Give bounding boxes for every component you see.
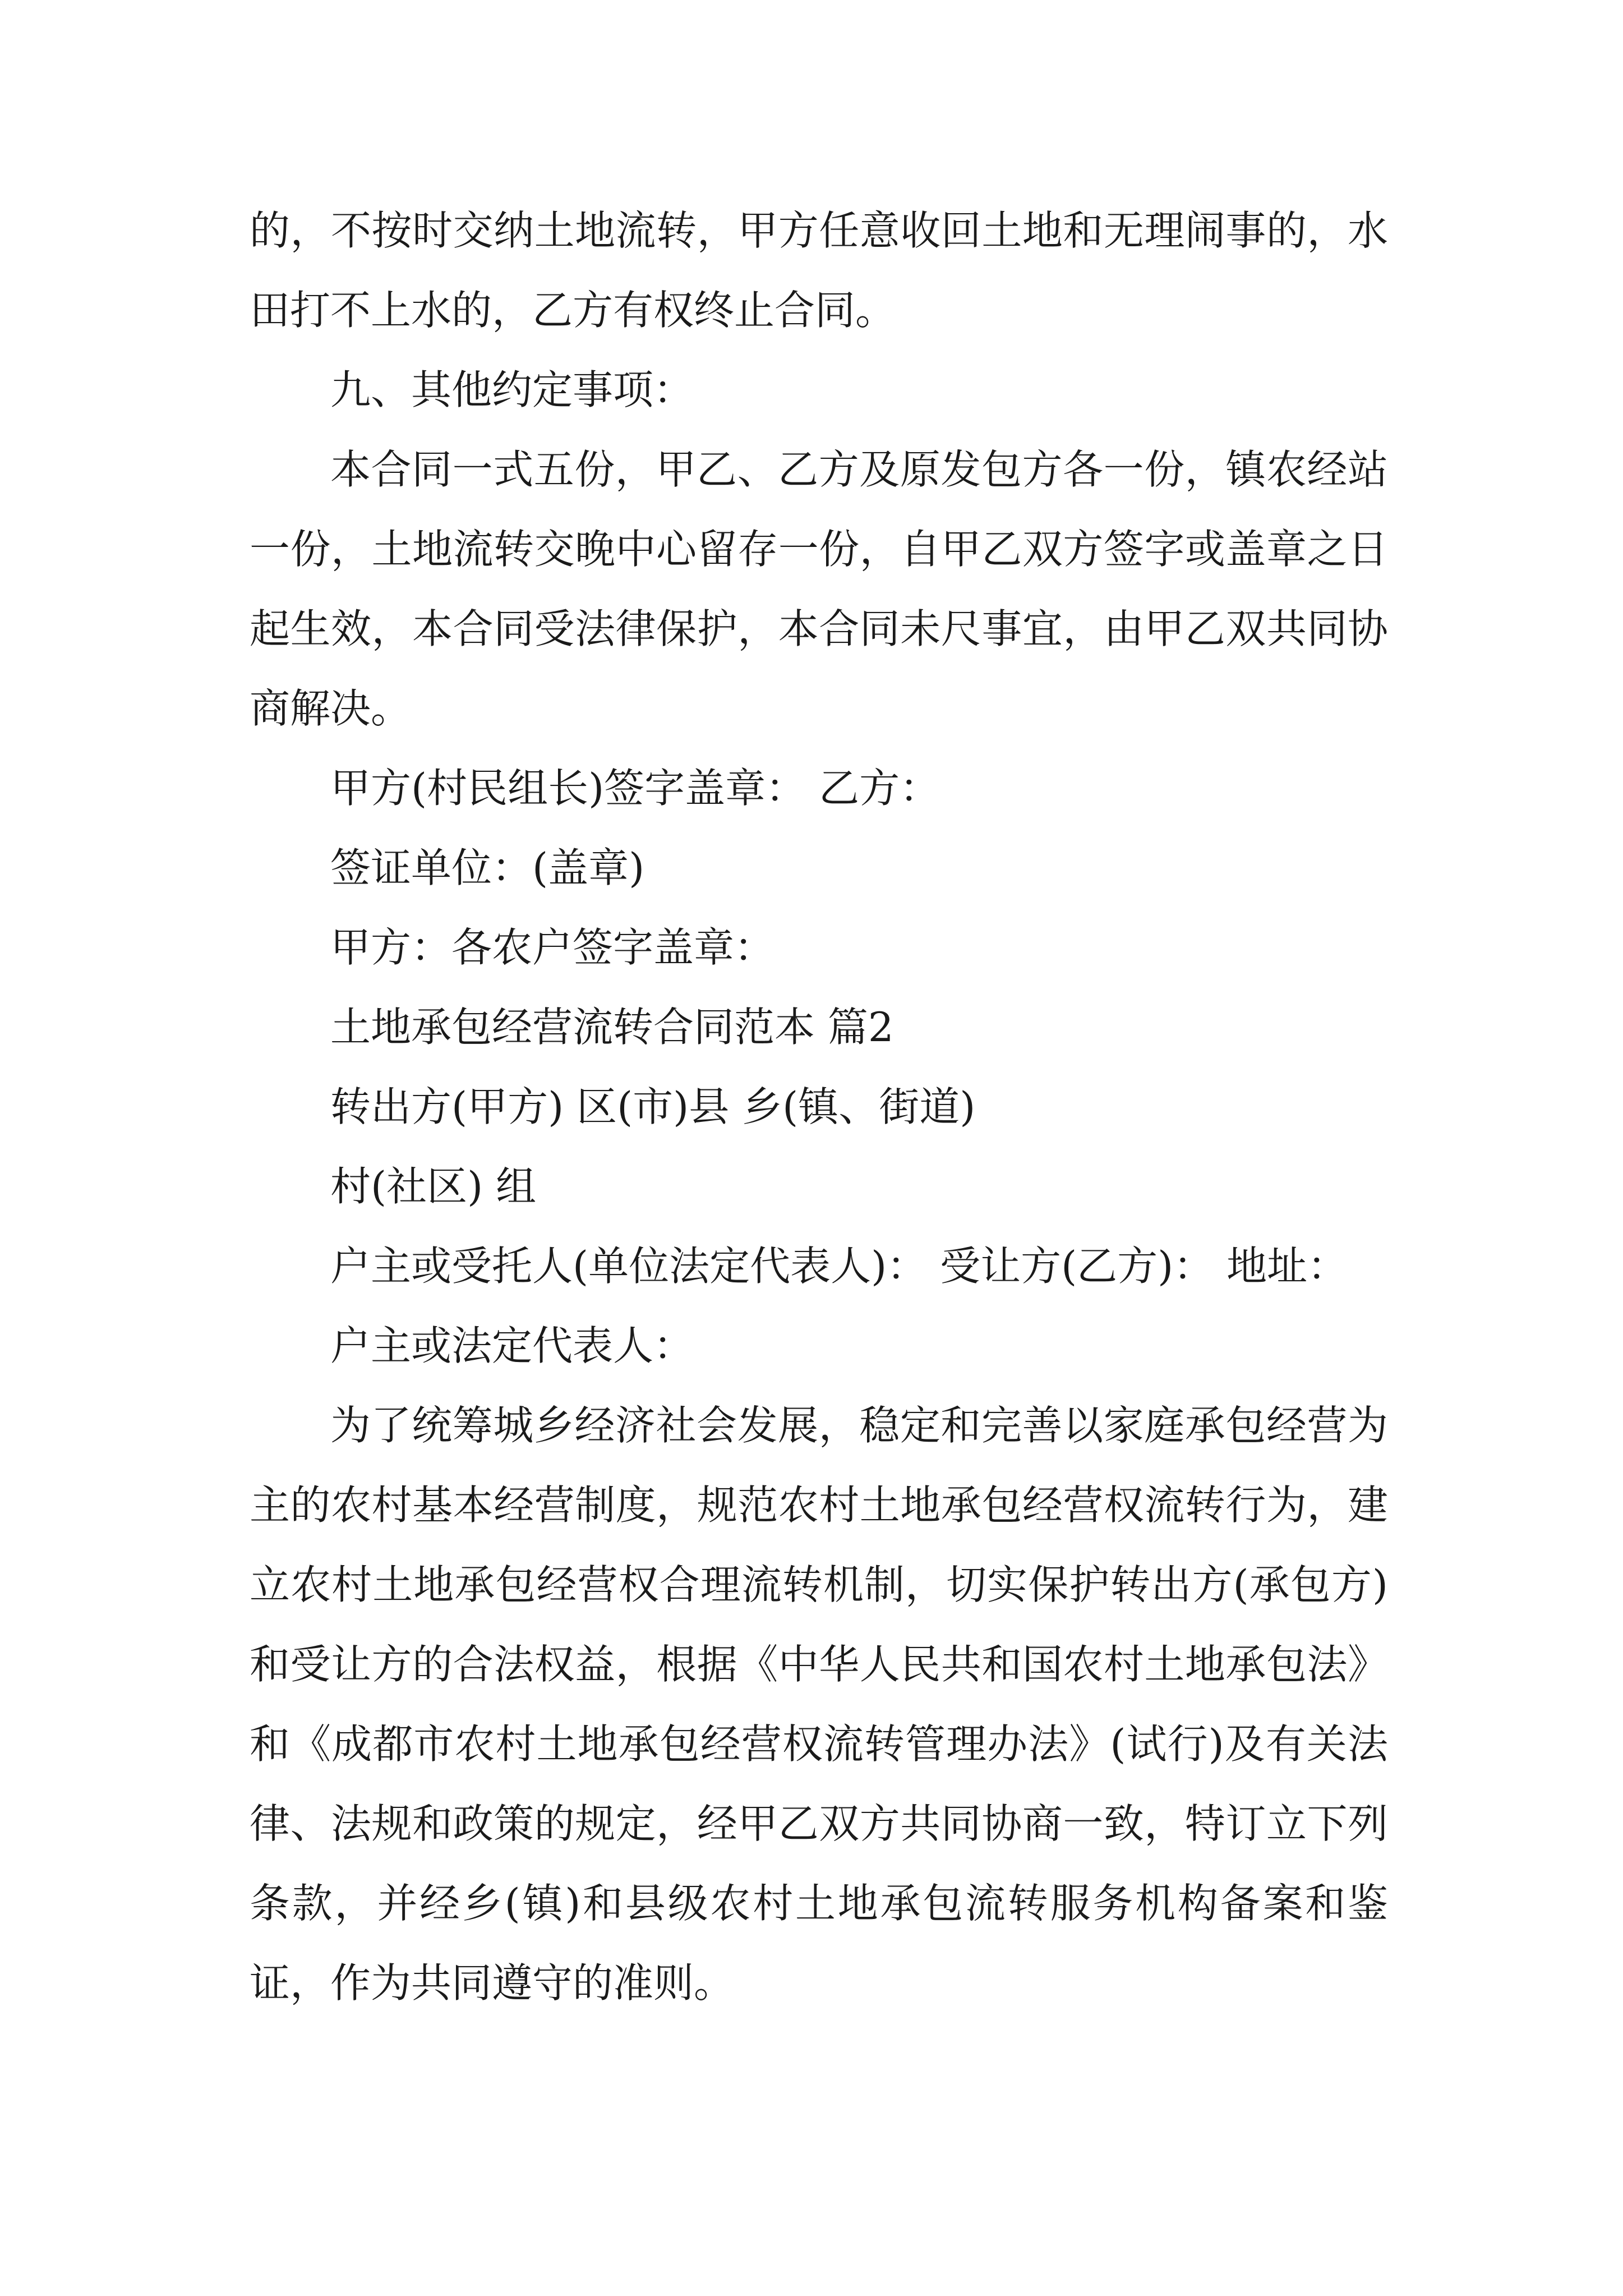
- household-head-line: 户主或受托人(单位法定代表人)： 受让方(乙方)： 地址：: [330, 1243, 1348, 1290]
- signature-line-farmers: 甲方：各农户签字盖章：: [330, 924, 775, 971]
- paragraph-preamble: 为了统筹城乡经济社会发展，稳定和完善以家庭承包经营为主的农村基本经营制度，规范农村土地承包经营权流转行为，建立农村土地承包经营权合理流转机制，切实保护转出方(承包方)和受让方的合法权益，根据《中华人民共和国农村土地承包法》和《成都市农村土地承包经营权流转管理办法》(试行)及有关法律、法规和政策的规定，经甲乙双方共同协商一致，特订立下列条款，并经乡(镇)和县级农村土地承包流转服务机构备案和鉴证，作为共同遵守的准则。: [250, 1402, 1388, 2007]
- signature-line-certifier: 签证单位：(盖章): [330, 844, 645, 891]
- transferor-village: 村(社区) 组: [330, 1163, 537, 1210]
- paragraph-continuation: 的，不按时交纳土地流转，甲方任意收回土地和无理闹事的，水田打不上水的，乙方有权终止合同。: [250, 207, 1388, 334]
- transferor-location: 转出方(甲方) 区(市)县 乡(镇、街道): [330, 1083, 976, 1130]
- paragraph-copies: 本合同一式五份，甲乙、乙方及原发包方各一份，镇农经站一份，土地流转交晚中心留存一份，自甲乙双方签字或盖章之日起生效，本合同受法律保护，本合同未尺事宜，由甲乙双共同协商解决。: [250, 446, 1388, 732]
- legal-representative-line: 户主或法定代表人：: [330, 1322, 694, 1369]
- signature-line-party-a: 甲方(村民组长)签字盖章： 乙方：: [330, 765, 940, 812]
- document-body: [250, 191, 1388, 2023]
- section-heading-other-terms: 九、其他约定事项：: [330, 366, 694, 413]
- contract-title-2: 土地承包经营流转合同范本 篇2: [330, 1004, 894, 1051]
